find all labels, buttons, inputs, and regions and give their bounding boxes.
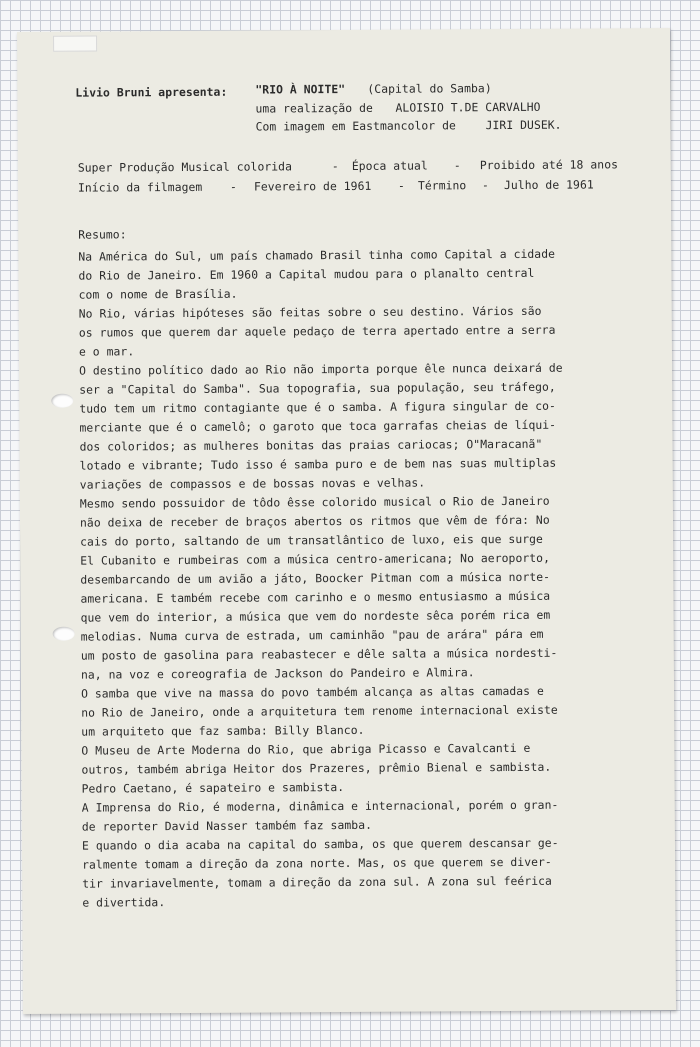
summary-line: e o mar. [78,344,135,359]
summary-line: de reporter David Nasser também faz samba. [81,817,373,834]
punch-hole-top [51,394,73,408]
summary-line: melodias. Numa curva de estrada, um caminhão "pau de arára" pára em [80,626,544,644]
summary-line: tir invariavelmente, tomam a direção da zona sul. A zona sul feérica [82,873,552,891]
film-title-note: (Capital do Samba) [367,81,492,96]
summary-line: lotado e vibrante; Tudo isso é samba puro e de bem nas suas multiplas [79,455,557,473]
summary-line: que vem do interior, a música que vem do nordeste sêca porém rica em [80,607,551,625]
summary-line: cais do porto, saltando de um transatlântico de luxo, eis que surge [80,531,543,549]
director-name: ALOISIO T.DE CARVALHO [395,99,541,115]
summary-line: um arquiteto que faz samba: Billy Blanco. [81,722,365,739]
summary-line: com o nome de Brasília. [78,286,238,302]
info-row-2-item: - [397,178,405,193]
cinematographer-name: JIRI DUSEK. [485,117,562,133]
info-row-2-item: Julho de 1961 [503,177,594,193]
summary-line: ser a "Capital do Samba". Sua topografia, sua população, seu tráfego, [79,379,556,397]
summary-line: americana. E também recebe com carinho e o mesmo entusiasmo a música [80,588,551,606]
summary-line: Mesmo sendo possuidor de tôdo êsse colorido musical o Rio de Janeiro [79,493,550,511]
info-row-1-item: Super Produção Musical colorida [77,159,293,175]
summary-line: Na América do Sul, um país chamado Brasil tinha como Capital a cidade [78,246,556,264]
summary-line: não deixa de receber de braços abertos os ritmos que vêm de fóra: No [79,512,550,530]
summary-line: e divertida. [82,895,166,910]
summary-line: variações de compassos e de bossas novas e velhas. [79,475,426,492]
summary-line: do Rio de Janeiro. Em 1960 a Capital mudou para o planalto central [78,265,535,283]
summary-line: ralmente tomam a direção da zona norte. Mas, os que querem se diver- [82,854,552,872]
summary-line: dos coloridos; as mulheres bonitas das praias cariocas; O"Maracanã" [79,436,543,454]
info-row-2-item: Término [417,178,467,193]
info-row-1-item: - [331,159,339,174]
summary-line: desembarcando de um avião a játo, Boocker Pitman com a música norte- [80,569,551,587]
summary-line: Pedro Caetano, é sapateiro e sambista. [81,780,345,796]
summary-line: um posto de gasolina para reabastecer e dêle salta a música nordesti- [80,645,558,663]
summary-line: A Imprensa do Rio, é moderna, dinâmica e internacional, porém o gran- [81,797,559,815]
summary-line: O destino político dado ao Rio não importa porque êle nunca deixará de [79,360,563,378]
summary-heading: Resumo: [78,227,127,242]
summary-line: O Museu de Arte Moderna do Rio, que abriga Picasso e Cavalcanti e [81,740,531,758]
typed-document-page [17,28,676,1014]
image-prefix: Com imagem em Eastmancolor de [255,118,456,134]
info-row-2-item: Fevereiro de 1961 [253,178,372,194]
info-row-2-item: Início da filmagem [77,179,203,195]
realization-prefix: uma realização de [255,100,373,116]
summary-line: O samba que vive na massa do povo também alcança as altas camadas e [81,683,544,701]
film-title: "RIO À NOITE" [255,82,346,97]
summary-line: E quando o dia acaba na capital do samba, os que querem descansar ge- [81,835,559,853]
summary-line: No Rio, várias hipóteses são feitas sobre o seu destino. Vários são [78,303,542,321]
summary-line: El Cubanito e rumbeiras com a música centro-americana; No aeroporto, [80,550,551,568]
presenter-line: Livio Bruni apresenta: [75,84,228,100]
summary-line: outros, também abriga Heitor dos Prazeres, prêmio Bienal e sambista. [81,759,552,777]
summary-line: merciante que é o camelô; o garoto que toca garrafas cheias de líqui- [79,417,557,435]
info-row-2-item: - [481,178,489,193]
info-row-1-item: Época atual [351,158,428,173]
summary-line: na, na voz e coreografia de Jackson do Pandeiro e Almira. [80,665,475,682]
summary-line: no Rio de Janeiro, onde a arquitetura tem renome internacional existe [81,702,558,720]
info-row-1-item: Proibido até 18 anos [479,157,619,173]
summary-line: os rumos que querem dar aquele pedaço de terra apertado entre a serra [78,322,556,340]
summary-line: tudo tem um ritmo contagiante que é o samba. A figura singular de co- [79,398,556,416]
tape-mark [53,36,97,52]
info-row-2-item: - [229,179,237,194]
punch-hole-bottom [53,627,75,641]
info-row-1-item: - [453,158,461,173]
